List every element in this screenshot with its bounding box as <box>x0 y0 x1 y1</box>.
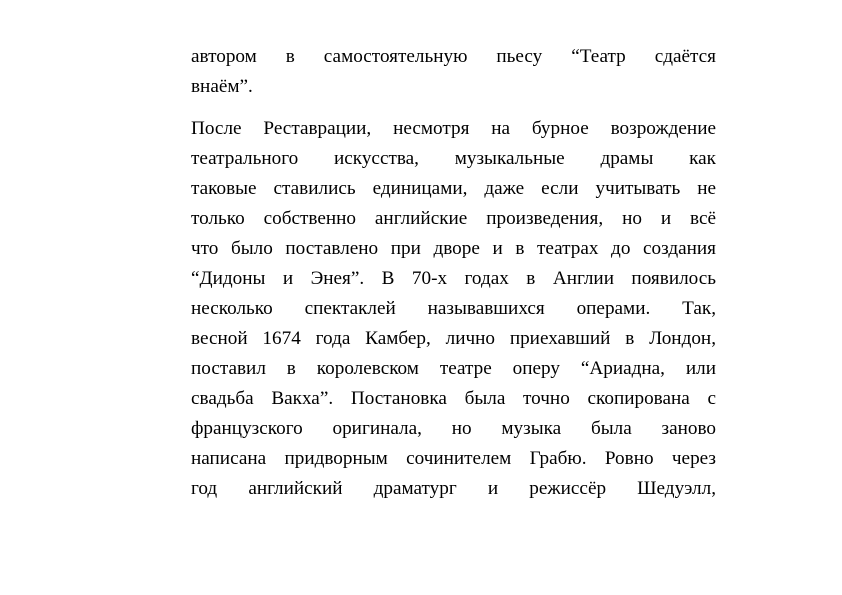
text-line: “Дидоны и Энея”. В 70-х годах в Англии появилось <box>191 268 716 289</box>
text-line: только собственно английские произведения, но и всё <box>191 208 716 229</box>
text-line: внаём”. <box>191 76 253 97</box>
paragraph-2 <box>191 114 716 504</box>
text-line: французского оригинала, но музыка была заново <box>191 418 716 439</box>
text-line: несколько спектаклей называвшихся операми. Так, <box>191 298 716 319</box>
text-line: таковые ставились единицами, даже если учитывать не <box>191 178 716 199</box>
text-line: весной 1674 года Камбер, лично приехавший в Лондон, <box>191 328 716 349</box>
text-line: автором в самостоятельную пьесу “Театр сдаётся <box>191 46 716 67</box>
text-line: театрального искусства, музыкальные драмы как <box>191 148 716 169</box>
text-line: написана придворным сочинителем Грабю. Ровно через <box>191 448 716 469</box>
text-line: год английский драматург и режиссёр Шедуэлл, <box>191 478 716 499</box>
text-line: После Реставрации, несмотря на бурное возрождение <box>191 118 716 139</box>
text-line: что было поставлено при дворе и в театрах до создания <box>191 238 716 259</box>
paragraph-1 <box>191 42 716 102</box>
text-line: поставил в королевском театре оперу “Ариадна, или <box>191 358 716 379</box>
text-line: свадьба Вакха”. Постановка была точно скопирована с <box>191 388 716 409</box>
